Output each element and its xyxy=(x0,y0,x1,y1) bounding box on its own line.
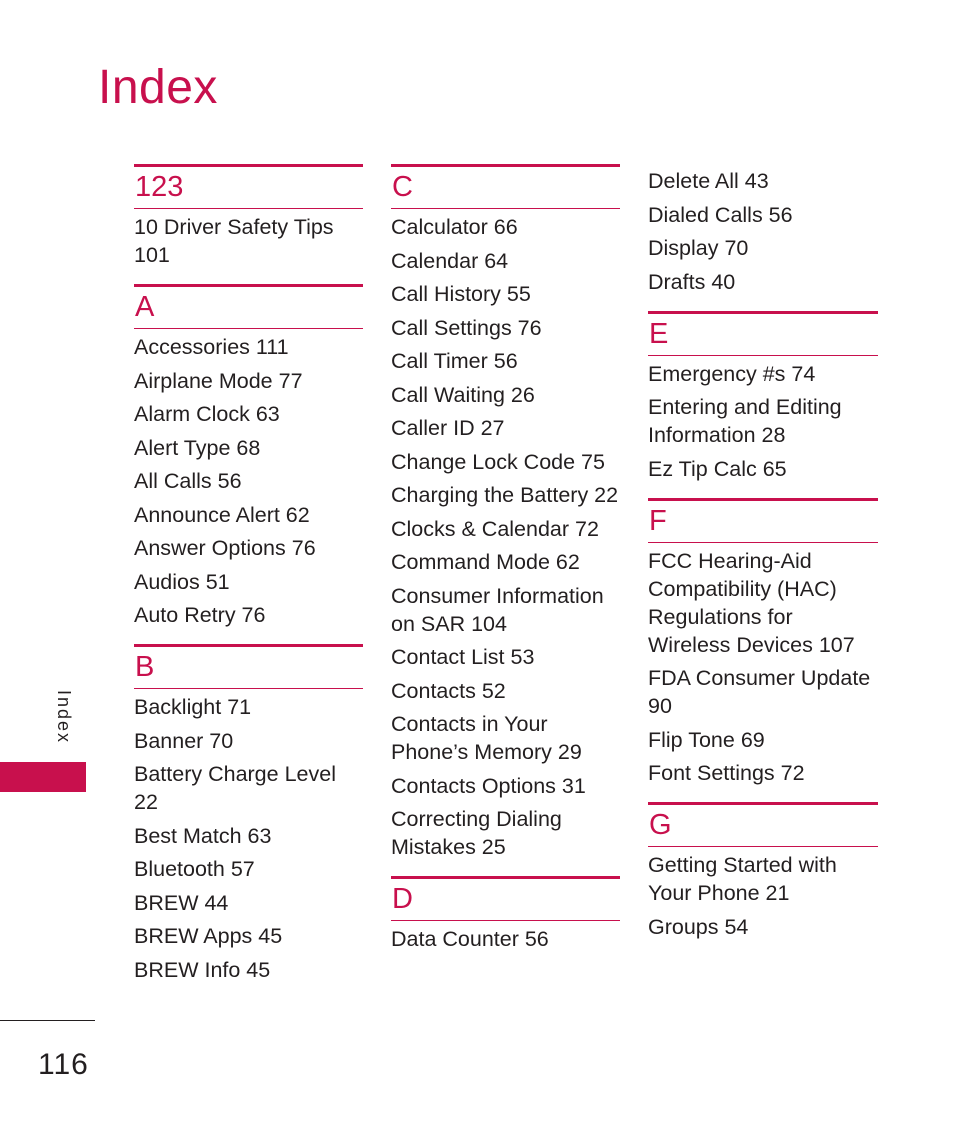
index-entry: Auto Retry 76 xyxy=(134,603,266,627)
index-entry: Audios 51 xyxy=(134,569,230,594)
index-entry: Font Settings 72 xyxy=(648,761,805,785)
index-section xyxy=(648,498,878,788)
index-entry: Call Waiting 26 xyxy=(391,382,535,407)
index-entry: Alarm Clock 63 xyxy=(134,402,280,426)
index-section xyxy=(391,164,620,861)
index-entry: Entering and Editing Information 28 xyxy=(648,395,842,447)
index-entry: 10 Driver Safety Tips 101 xyxy=(134,215,334,267)
page-number: 116 xyxy=(38,1048,89,1081)
index-entry: Groups 54 xyxy=(648,914,749,939)
side-tab-marker xyxy=(0,762,86,792)
index-entry: Command Mode 62 xyxy=(391,550,580,574)
index-entry: Correcting Dialing Mistakes 25 xyxy=(391,807,562,859)
index-entry: Call Timer 56 xyxy=(391,349,518,373)
page-title: Index xyxy=(98,61,218,114)
continued-entries xyxy=(648,167,878,296)
index-entry: Contact List 53 xyxy=(391,645,535,669)
index-entry: Emergency #s 74 xyxy=(648,361,816,386)
index-section xyxy=(391,876,620,953)
index-column-1 xyxy=(134,164,363,999)
index-entry: Dialed Calls 56 xyxy=(648,202,793,227)
section-letter: 123 xyxy=(135,171,184,203)
index-entry: Contacts in Your Phone’s Memory 29 xyxy=(391,712,582,764)
index-entry: Consumer Information on SAR 104 xyxy=(391,583,604,636)
section-letter: F xyxy=(649,504,667,537)
section-letter: D xyxy=(392,883,413,915)
index-entry: Answer Options 76 xyxy=(134,536,316,560)
index-entry: Accessories 111 xyxy=(134,335,289,359)
section-header xyxy=(134,644,363,689)
index-entry: Ez Tip Calc 65 xyxy=(648,456,787,481)
index-entry: BREW Apps 45 xyxy=(134,924,283,948)
index-entry: Flip Tone 69 xyxy=(648,727,765,752)
index-entry: Getting Started with Your Phone 21 xyxy=(648,853,837,905)
index-section xyxy=(648,802,878,941)
index-entry: Call Settings 76 xyxy=(391,315,542,340)
index-entry: Delete All 43 xyxy=(648,169,769,193)
section-letter: A xyxy=(135,291,155,323)
index-entry: Best Match 63 xyxy=(134,823,272,848)
section-header xyxy=(134,284,363,329)
index-entry: Charging the Battery 22 xyxy=(391,483,619,507)
index-section xyxy=(134,284,363,629)
section-letter: B xyxy=(135,651,155,683)
index-column-2 xyxy=(391,164,620,968)
section-letter: C xyxy=(392,171,413,203)
index-entry: Calendar 64 xyxy=(391,248,509,273)
index-entry: Calculator 66 xyxy=(391,215,518,239)
index-entry: Bluetooth 57 xyxy=(134,857,255,881)
index-entry: Alert Type 68 xyxy=(134,435,261,460)
index-column-3 xyxy=(648,167,878,956)
section-header xyxy=(648,311,878,356)
index-entry: Airplane Mode 77 xyxy=(134,368,303,393)
index-entry: Contacts 52 xyxy=(391,678,506,703)
section-letter: E xyxy=(649,317,669,350)
index-entry: Change Lock Code 75 xyxy=(391,449,605,474)
section-header xyxy=(134,164,363,209)
index-entry: Backlight 71 xyxy=(134,695,252,719)
index-entry: BREW Info 45 xyxy=(134,957,271,982)
side-tab-label: Index xyxy=(54,690,74,745)
index-entry: Clocks & Calendar 72 xyxy=(391,516,599,541)
index-section xyxy=(134,164,363,269)
index-entry: All Calls 56 xyxy=(134,469,242,493)
index-entry: Call History 55 xyxy=(391,282,531,306)
section-header xyxy=(391,164,620,209)
section-header xyxy=(648,498,878,543)
index-entry: Announce Alert 62 xyxy=(134,502,310,527)
index-entry: Banner 70 xyxy=(134,728,234,753)
section-header xyxy=(391,876,620,921)
index-section xyxy=(134,644,363,984)
index-entry: BREW 44 xyxy=(134,890,229,915)
index-entry: Display 70 xyxy=(648,236,749,260)
index-entry: Data Counter 56 xyxy=(391,927,549,951)
index-section xyxy=(648,311,878,483)
section-letter: G xyxy=(649,809,672,841)
index-entry: FDA Consumer Update 90 xyxy=(648,666,871,718)
index-entry: FCC Hearing-Aid Compatibility (HAC) Regulations for Wireless Devices 107 xyxy=(648,548,855,657)
index-entry: Contacts Options 31 xyxy=(391,773,586,798)
index-entry: Caller ID 27 xyxy=(391,416,505,440)
section-header xyxy=(648,802,878,847)
index-entry: Drafts 40 xyxy=(648,269,736,294)
footer-rule xyxy=(0,1020,95,1021)
index-entry: Battery Charge Level 22 xyxy=(134,762,336,814)
